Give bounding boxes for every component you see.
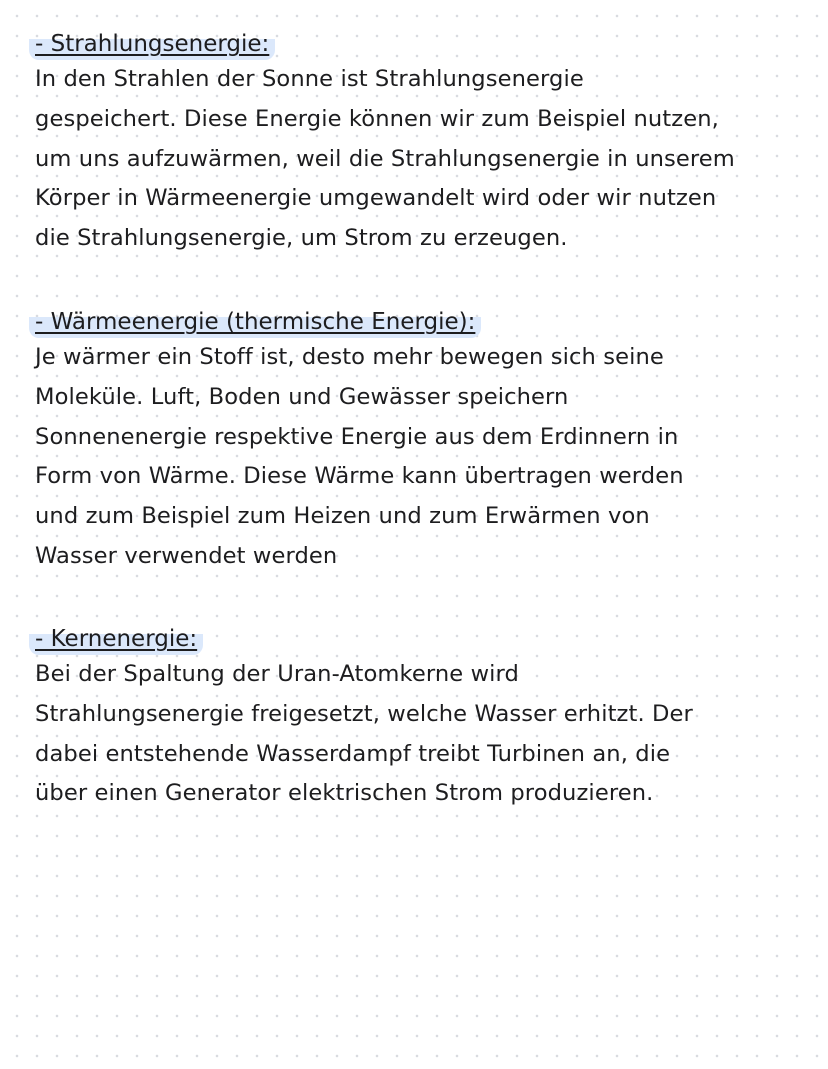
- text-line: über einen Generator elektrischen Strom produzieren.: [35, 780, 654, 807]
- text-line: Bei der Spaltung der Uran-Atomkerne wird: [35, 661, 519, 687]
- text-line: um uns aufzuwärmen, weil die Strahlungsenergie in unserem: [35, 145, 735, 172]
- text-line: Sonnenenergie respektive Energie aus dem Erdinnern in: [35, 423, 679, 450]
- text-line: Moleküle. Luft, Boden und Gewässer speichern: [35, 383, 569, 410]
- text-line: In den Strahlen der Sonne ist Strahlungsenergie: [35, 66, 584, 92]
- text-line: die Strahlungsenergie, um Strom zu erzeugen.: [35, 225, 568, 252]
- section-kernenergie: [35, 623, 815, 814]
- text-line: und zum Beispiel zum Heizen und zum Erwärmen von: [35, 503, 650, 530]
- text-line: Je wärmer ein Stoff ist, desto mehr bewegen sich seine: [35, 344, 664, 370]
- text-line: Form von Wärme. Diese Wärme kann übertragen werden: [35, 463, 684, 490]
- text-line: Wasser verwendet werden: [35, 542, 338, 569]
- text-line: dabei entstehende Wasserdampf treibt Turbinen an, die: [35, 740, 671, 767]
- text-line: Körper in Wärmeenergie umgewandelt wird oder wir nutzen: [35, 185, 717, 212]
- section-heading: - Wärmeenergie (thermische Energie):: [29, 306, 481, 338]
- section-heading: - Kernenergie:: [29, 623, 203, 655]
- section-waermeenergie: [35, 306, 815, 577]
- section-heading: - Strahlungsenergie:: [29, 28, 275, 60]
- text-line: gespeichert. Diese Energie können wir zum Beispiel nutzen,: [35, 105, 719, 132]
- section-strahlungsenergie: [35, 28, 815, 259]
- text-line: Strahlungsenergie freigesetzt, welche Wasser erhitzt. Der: [35, 700, 693, 727]
